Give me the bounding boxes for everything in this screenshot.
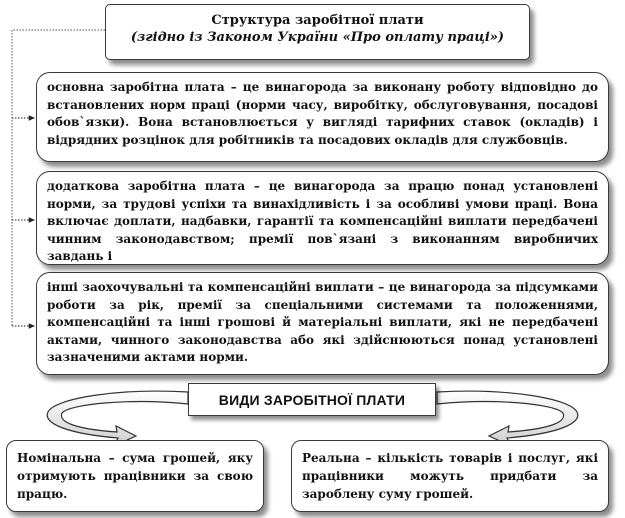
structure-title-box	[105, 4, 530, 60]
wage-types-banner: ВИДИ ЗАРОБІТНОЇ ПЛАТИ	[188, 383, 436, 416]
definition-additional-wage	[36, 171, 609, 265]
definition-text: – це винагорода за підсумками роботи за рік, премії за спеціальними системами та положеннями, компенсаційні та інші грошові й матеріальні виплати, які не передбачені актами, чинного законодавства або які здійснюються понад установлені зазначеними актами норми.	[47, 280, 598, 364]
title-subheading: (згідно із Законом України «Про оплату праці»)	[130, 30, 505, 45]
definition-text: – це винагорода за виконану роботу відповідно до встановлених норм праці (норми часу, виробітку, обслуговування, посадові обов`язки). Вона встановлюється у вигляді тарифних ставок (окладів) і відрядних розцінок для робітників та посадових окладів для службовців.	[47, 80, 598, 147]
title-heading: Структура заробітної плати	[211, 13, 424, 28]
type-term: Реальна	[302, 451, 360, 465]
curved-arrow-right-icon	[437, 391, 578, 446]
definition-other-payments	[36, 272, 609, 375]
curved-arrow-left-icon	[47, 391, 188, 446]
type-text: – кількість товарів і послуг, які працівники можуть придбати за зароблену суму грошей.	[302, 451, 598, 501]
definition-term: основна заробітна плата	[47, 80, 225, 94]
definition-term: інші заохочувальні та компенсаційні виплати	[47, 280, 374, 294]
type-text: – сума грошей, яку отримують працівники за свою працю.	[17, 451, 253, 501]
definition-text: – це винагорода за працю понад установлені норми, за трудові успіхи та винахідливість і за особливі умови праці. Вона включає доплати, надбавки, гарантії та компенсаційні виплати передбачені чинним законодавством; премії пов`язані з виконанням виробничих завдань і	[47, 179, 599, 263]
definition-basic-wage	[36, 72, 609, 162]
type-term: Номінальна	[17, 451, 102, 465]
real-wage-box	[291, 440, 609, 512]
definition-term: додаткова заробітна плата	[47, 179, 246, 193]
nominal-wage-box	[6, 440, 264, 512]
